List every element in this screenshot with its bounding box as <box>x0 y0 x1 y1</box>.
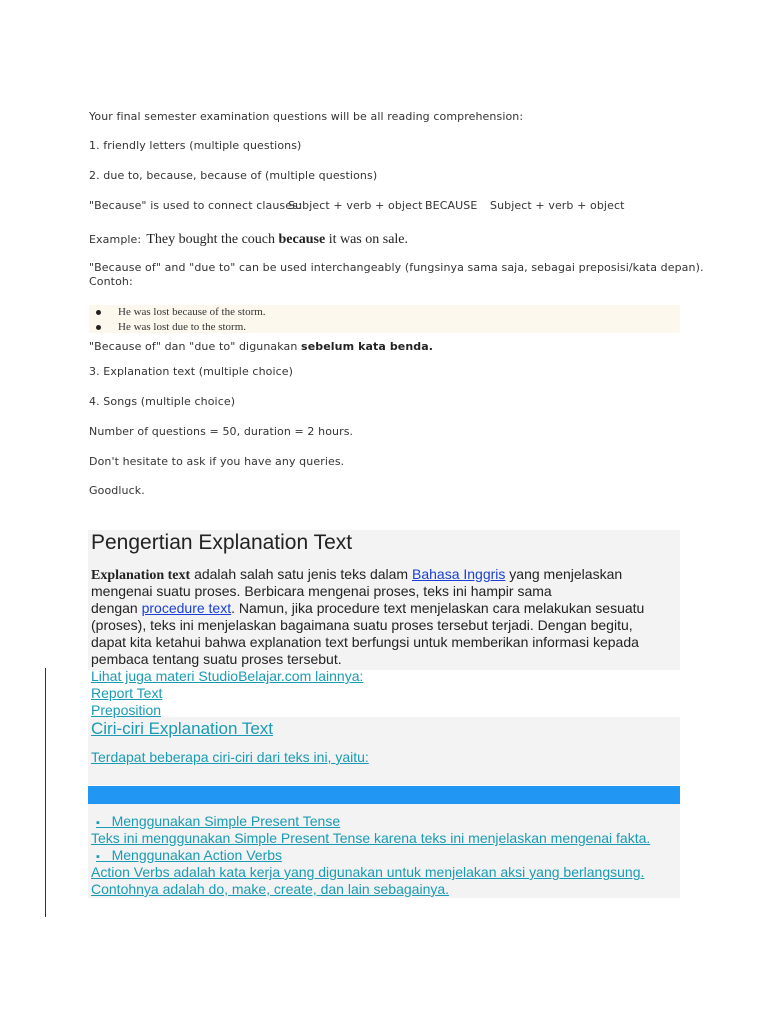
bullet-icon: ▪ <box>96 851 100 863</box>
bullet-dot <box>96 310 101 315</box>
noun-rule <box>89 335 433 354</box>
bullet-item-1: He was lost because of the storm. <box>118 306 266 318</box>
article-title: Pengertian Explanation Text <box>91 531 353 554</box>
exam-item-4: 4. Songs (multiple choice) <box>89 395 236 408</box>
goodluck-note: Goodluck. <box>89 484 145 497</box>
because-rule-keyword: BECAUSE <box>425 199 478 212</box>
exam-intro: Your final semester examination questions will be all reading comprehension: <box>89 110 524 123</box>
blue-banner <box>88 786 680 804</box>
because-rule-label: "Because" is used to connect clauses: <box>89 199 302 212</box>
article-para-line-6: pembaca tentang suatu proses tersebut. <box>91 651 342 667</box>
feature-2-label: Menggunakan Action Verbs <box>111 847 283 863</box>
bullet-icon: ▪ <box>96 817 100 829</box>
link-procedure-text[interactable]: procedure text <box>141 600 232 616</box>
example-label: Example: <box>89 233 142 246</box>
article-para-line-2: mengenai suatu proses. Berbicara mengenai proses, teks ini hampir sama <box>91 583 552 599</box>
article-para-line-4: (proses), teks ini menjelaskan bagaimana suatu proses tersebut terjadi. Dengan begitu, <box>91 617 633 633</box>
margin-line <box>45 668 46 917</box>
article-para-line-1 <box>91 566 622 584</box>
contoh-label: Contoh: <box>89 275 133 288</box>
see-also-link[interactable]: Lihat juga materi StudioBelajar.com lainnya: <box>91 668 364 684</box>
article-text: . Namun, jika procedure text menjelaskan cara melakukan sesuatu <box>231 600 645 616</box>
exam-item-3: 3. Explanation text (multiple choice) <box>89 365 294 378</box>
link-bahasa-inggris[interactable]: Bahasa Inggris <box>412 566 506 582</box>
example-line <box>89 228 408 248</box>
feature-2-title[interactable] <box>96 847 282 863</box>
because-rule-clause-1: Subject + verb + object <box>288 199 423 212</box>
exam-item-1: 1. friendly letters (multiple questions) <box>89 139 302 152</box>
link-preposition[interactable]: Preposition <box>91 702 162 718</box>
ciri-intro[interactable]: Terdapat beberapa ciri-ciri dari teks ini, yaitu: <box>91 749 369 765</box>
noun-rule-text: "Because of" dan "due to" digunakan <box>89 340 302 353</box>
exam-item-2: 2. due to, because, because of (multiple questions) <box>89 169 378 182</box>
question-count: Number of questions = 50, duration = 2 hours. <box>89 425 354 438</box>
because-rule-clause-2: Subject + verb + object <box>490 199 625 212</box>
interchange-note: "Because of" and "due to" can be used interchangeably (fungsinya sama saja, sebagai preposisi/kata depan). <box>89 261 704 274</box>
article-term: Explanation text <box>91 568 191 583</box>
example-sentence-pre: They bought the couch <box>146 232 279 247</box>
feature-2-text-line-1[interactable]: Action Verbs adalah kata kerja yang digunakan untuk menjelakan aksi yang berlangsung. <box>91 864 645 880</box>
article-text: yang menjelaskan <box>505 566 623 582</box>
bullet-dot <box>96 325 101 330</box>
link-report-text[interactable]: Report Text <box>91 685 163 701</box>
noun-rule-bold: sebelum kata benda. <box>301 340 434 353</box>
article-text: adalah salah satu jenis teks dalam <box>190 566 412 582</box>
article-para-line-3 <box>91 600 644 616</box>
feature-1-title[interactable] <box>96 813 340 829</box>
bullet-item-2: He was lost due to the storm. <box>118 321 247 333</box>
feature-1-label: Menggunakan Simple Present Tense <box>111 813 341 829</box>
ciri-title[interactable]: Ciri-ciri Explanation Text <box>91 719 274 738</box>
feature-2-text-line-2[interactable]: Contohnya adalah do, make, create, dan lain sebagainya. <box>91 881 450 897</box>
article-text: dengan <box>91 600 142 616</box>
example-sentence-bold: because <box>278 232 326 247</box>
queries-note: Don't hesitate to ask if you have any queries. <box>89 455 345 468</box>
example-sentence-post: it was on sale. <box>325 232 409 247</box>
article-para-line-5: dapat kita ketahui bahwa explanation text berfungsi untuk memberikan informasi kepada <box>91 634 639 650</box>
feature-1-text[interactable]: Teks ini menggunakan Simple Present Tense karena teks ini menjelaskan mengenai fakta. <box>91 830 651 846</box>
